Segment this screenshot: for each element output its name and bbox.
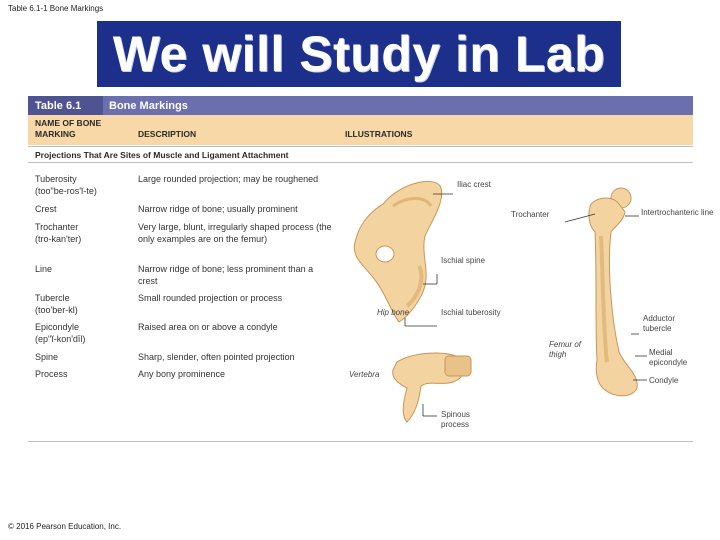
table-title-bar <box>28 96 693 115</box>
label-trochanter: Trochanter <box>511 210 550 219</box>
label-adductor-tubercle: Adductor tubercle <box>643 314 676 333</box>
row-description: Large rounded projection; may be roughened <box>138 174 319 184</box>
label-condyle: Condyle <box>649 376 679 385</box>
row-term: Crest <box>35 204 57 214</box>
row-description: Very large, blunt, irregularly shaped process (the only examples are on the femur) <box>138 222 332 244</box>
femur-drawing <box>589 188 637 396</box>
row-description: Any bony prominence <box>138 369 226 379</box>
table-title: Bone Markings <box>109 99 188 112</box>
banner <box>97 21 621 87</box>
row-term: Spine <box>35 352 59 362</box>
header-illustrations: ILLUSTRATIONS <box>345 129 413 139</box>
table-number: Table 6.1 <box>28 96 103 115</box>
label-spinous-process: Spinous process <box>441 410 470 429</box>
row-term: Process <box>35 369 68 379</box>
row-term: Line <box>35 264 53 274</box>
row-description: Small rounded projection or process <box>138 293 283 303</box>
copyright: © 2016 Pearson Education, Inc. <box>8 522 122 531</box>
label-vertebra: Vertebra <box>349 370 380 379</box>
row-description: Sharp, slender, often pointed projection <box>138 352 295 362</box>
row-term: Epicondyle (ep"ĭ-kon'dīl) <box>35 322 86 344</box>
bone-markings-table <box>28 96 714 443</box>
header-name: NAME OF BONE MARKING <box>35 118 102 139</box>
header-description: DESCRIPTION <box>138 129 197 139</box>
hip-bone-drawing <box>354 181 441 322</box>
label-femur: Femur of thigh <box>549 340 582 359</box>
label-iliac-crest: Iliac crest <box>457 180 491 189</box>
label-hip-bone: Hip bone <box>377 308 410 317</box>
row-description: Raised area on or above a condyle <box>138 322 278 332</box>
row-term: Tuberosity (too"be-ros'ĭ-te) <box>35 174 97 196</box>
label-medial-epicondyle: Medial epicondyle <box>649 348 688 367</box>
label-ischial-tuberosity: Ischial tuberosity <box>441 308 501 317</box>
label-intertrochanteric-line: Intertrochanteric line <box>641 208 714 217</box>
row-term: Trochanter (tro-kan'ter) <box>35 222 82 244</box>
page-caption: Table 6.1-1 Bone Markings <box>8 4 104 13</box>
column-headers <box>28 115 693 145</box>
row-description: Narrow ridge of bone; less prominent than a crest <box>138 264 314 286</box>
illustrations-panel <box>333 166 714 441</box>
banner-title: We will Study in Lab <box>112 26 606 82</box>
row-term: Tubercle (too'ber-kl) <box>35 293 78 315</box>
section-heading: Projections That Are Sites of Muscle and Ligament Attachment <box>28 146 693 163</box>
table-bottom-rule <box>28 441 693 442</box>
bone-illustrations <box>333 166 693 441</box>
label-ischial-spine: Ischial spine <box>441 256 486 265</box>
row-description: Narrow ridge of bone; usually prominent <box>138 204 298 214</box>
